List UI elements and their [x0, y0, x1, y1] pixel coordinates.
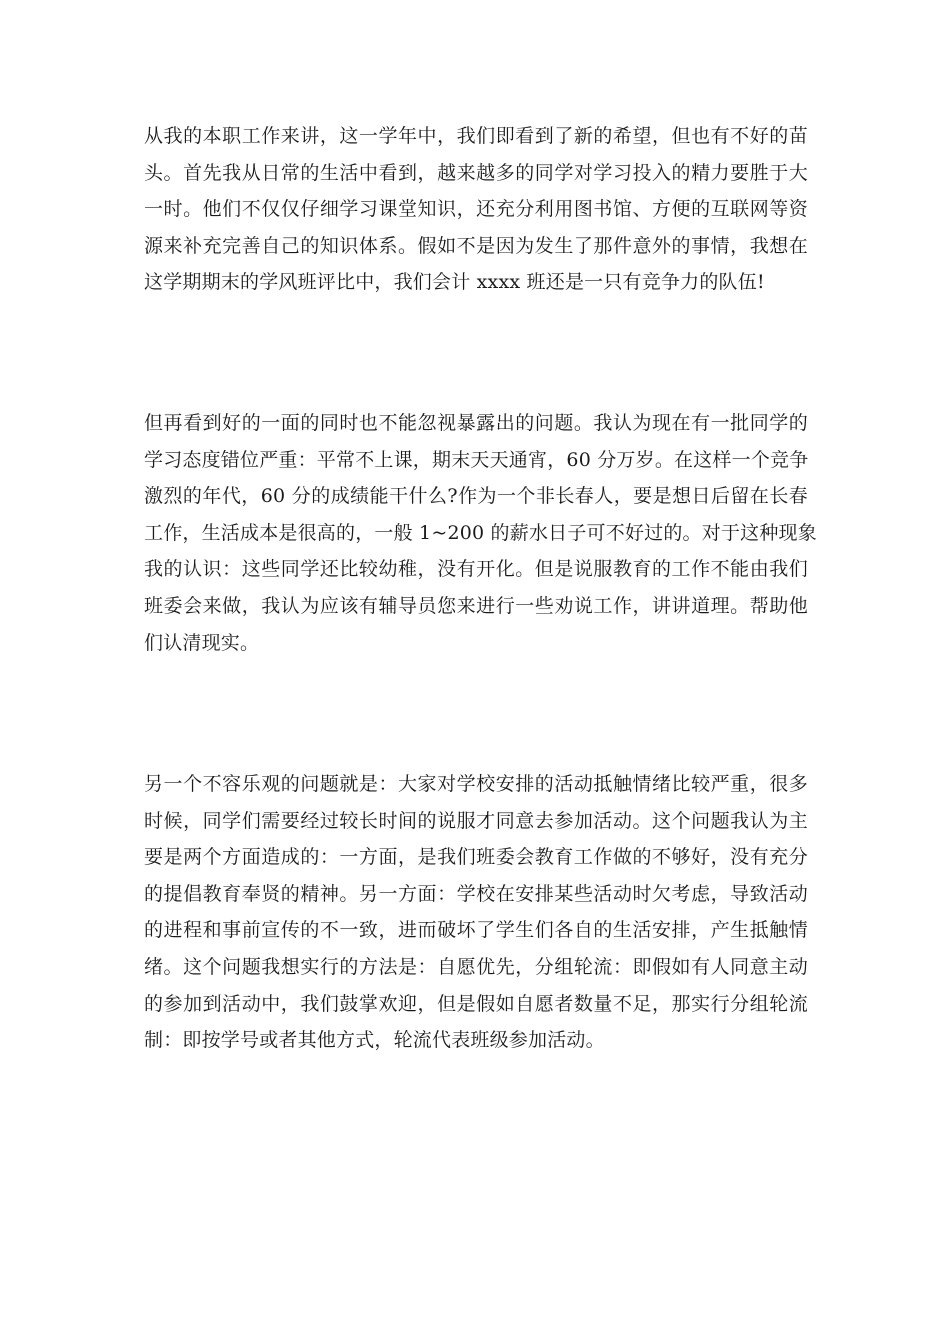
paragraph-line: 激烈的年代，60 分的成绩能干什么?作为一个非长春人，要是想日后留在长春 [144, 485, 808, 508]
paragraph-line: 时候，同学们需要经过较长时间的说服才同意去参加活动。这个问题我认为主 [144, 809, 808, 832]
paragraph-line: 源来补充完善自己的知识体系。假如不是因为发生了那件意外的事情，我想在 [144, 234, 808, 257]
paragraph-line: 要是两个方面造成的：一方面，是我们班委会教育工作做的不够好，没有充分 [144, 846, 808, 869]
paragraph-line: 班委会来做，我认为应该有辅导员您来进行一些劝说工作，讲讲道理。帮助他 [144, 594, 808, 617]
paragraph-line: 另一个不容乐观的问题就是：大家对学校安排的活动抵触情绪比较严重，很多 [144, 773, 808, 795]
paragraph-3 [144, 766, 808, 1059]
paragraph-line: 制：即按学号或者其他方式，轮流代表班级参加活动。 [144, 1029, 605, 1052]
paragraph-line: 我的认识：这些同学还比较幼稚，没有开化。但是说服教育的工作不能由我们 [144, 558, 808, 581]
paragraph-line: 的提倡教育奉贤的精神。另一方面：学校在安排某些活动时欠考虑，导致活动 [144, 882, 808, 905]
paragraph-line: 的参加到活动中，我们鼓掌欢迎，但是假如自愿者数量不足，那实行分组轮流 [144, 992, 808, 1015]
paragraph-line: 这学期期末的学风班评比中，我们会计 xxxx 班还是一只有竞争力的队伍! [144, 271, 765, 294]
paragraph-line: 绪。这个问题我想实行的方法是：自愿优先，分组轮流：即假如有人同意主动 [144, 955, 808, 978]
paragraph-line: 们认清现实。 [144, 631, 260, 654]
paragraph-line: 的进程和事前宣传的不一致，进而破坏了学生们各自的生活安排，产生抵触情 [144, 919, 808, 942]
paragraph-line: 工作，生活成本是很高的，一般 1~200 的薪水日子可不好过的。对于这种现象 [144, 521, 817, 544]
paragraph-line: 学习态度错位严重：平常不上课，期末天天通宵，60 分万岁。在这样一个竞争 [144, 448, 809, 471]
paragraph-line: 头。首先我从日常的生活中看到，越来越多的同学对学习投入的精力要胜于大 [144, 161, 808, 184]
paragraph-line: 一时。他们不仅仅仔细学习课堂知识，还充分利用图书馆、方便的互联网等资 [144, 198, 808, 221]
paragraph-line: 但再看到好的一面的同时也不能忽视暴露出的问题。我认为现在有一批同学的 [144, 412, 808, 434]
paragraph-1 [144, 118, 808, 301]
paragraph-line: 从我的本职工作来讲，这一学年中，我们即看到了新的希望，但也有不好的苗 [144, 125, 808, 147]
paragraph-2 [144, 405, 817, 661]
